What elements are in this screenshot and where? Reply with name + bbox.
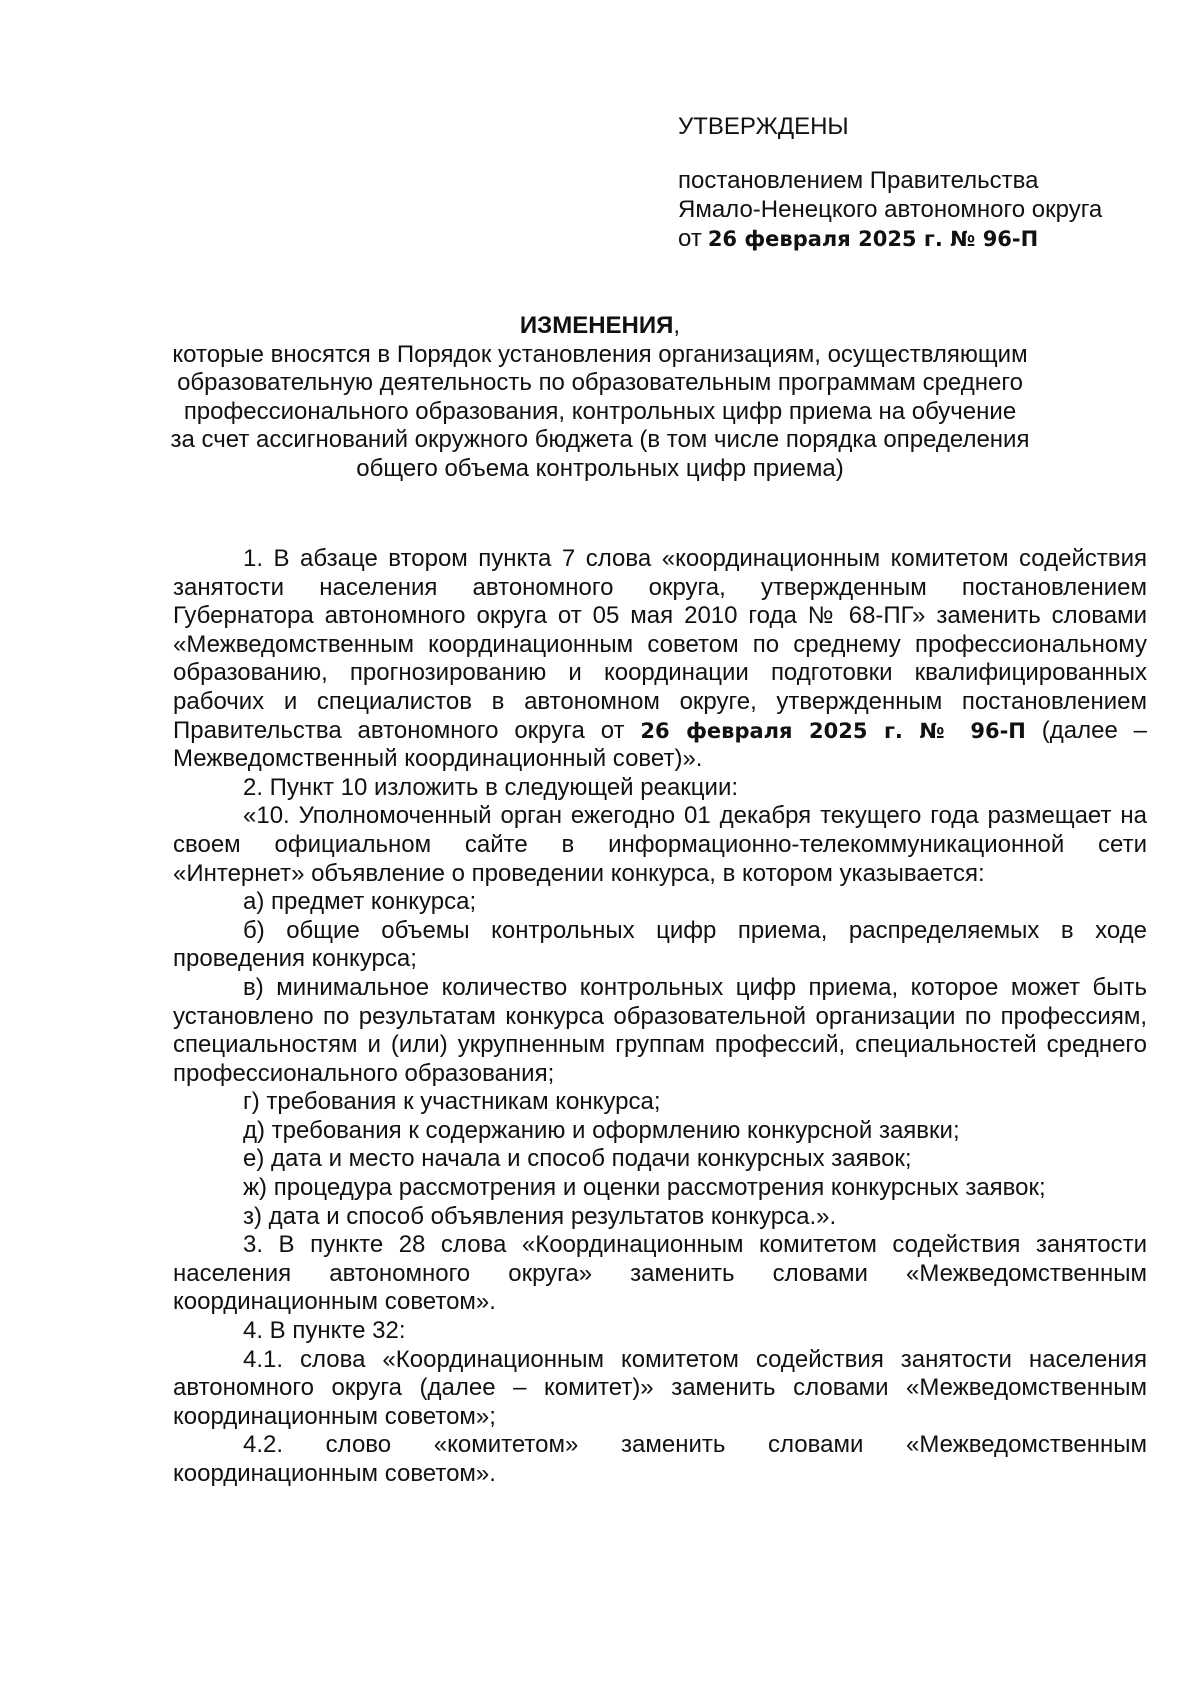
document-body xyxy=(173,545,1147,1489)
approval-date-prefix: от xyxy=(678,225,702,252)
approval-stamp xyxy=(678,112,1178,254)
paragraph: 2. Пункт 10 изложить в следующей реакции: xyxy=(243,773,739,801)
paragraph: а) предмет конкурса; xyxy=(243,888,477,916)
heading-subtitle-line: профессионального образования, контрольных цифр приема на обучение xyxy=(183,397,1017,425)
paragraph: «10. Уполномоченный орган ежегодно 01 декабря текущего года размещает на своем официальном сайте в информационно-телекоммуникационной сети «Интернет» объявление о проведении конкурса, в котором указывается: xyxy=(173,802,1147,887)
heading-subtitle-line: общего объема контрольных цифр приема) xyxy=(356,454,844,482)
approval-line-2: Ямало-Ненецкого автономного округа xyxy=(678,196,1103,223)
approval-word: УТВЕРЖДЕНЫ xyxy=(678,113,849,140)
heading-subtitle-line: за счет ассигнований окружного бюджета (в том числе порядка определения xyxy=(170,426,1030,454)
heading-title: ИЗМЕНЕНИЯ xyxy=(519,312,674,339)
paragraph-1-decree-ref: 26 февраля 2025 г. № 96-П xyxy=(640,718,1026,743)
heading-subtitle-line: образовательную деятельность по образовательным программам среднего xyxy=(177,369,1023,397)
paragraph: 4.2. слово «комитетом» заменить словами «Межведомственным координационным советом». xyxy=(173,1431,1147,1487)
paragraph-1-text-start: 1. В абзаце втором пункта 7 слова «координационным комитетом содействия занятости населения автономного округа, утвержденным постановлением Губернатора автономного округа от 05 мая 2010 года № 68-ПГ» заменить словами «Межведомственным координационным советом по среднему профессиональному образованию, прогнозированию и координации подготовки квалифицированных рабочих и специалистов в автономном округе, утвержденным постановлением Правительства автономного округа от xyxy=(173,545,1147,744)
heading-title-line xyxy=(150,312,1050,341)
paragraph: в) минимальное количество контрольных цифр приема, которое может быть установлено по результатам конкурса образовательной организации по профессиям, специальностям и (или) укрупненным группам профессий, специальностей среднего профессионального образования; xyxy=(173,973,1147,1087)
paragraph: б) общие объемы контрольных цифр приема, распределяемых в ходе проведения конкурса; xyxy=(173,916,1147,973)
paragraph-1-text-end: (далее – Межведомственный координационный совет)». xyxy=(173,716,1147,773)
paragraph: д) требования к содержанию и оформлению конкурсной заявки; xyxy=(243,1116,960,1144)
approval-decree-ref: 26 февраля 2025 г. № 96-П xyxy=(707,227,1039,251)
paragraph: г) требования к участникам конкурса; xyxy=(243,1088,661,1116)
paragraph-1 xyxy=(173,545,1147,774)
paragraph: 4. В пункте 32: xyxy=(243,1317,406,1345)
heading-title-comma: , xyxy=(673,312,681,339)
paragraph: е) дата и место начала и способ подачи конкурсных заявок; xyxy=(243,1145,912,1173)
document-heading xyxy=(150,312,1050,484)
approval-date-line xyxy=(678,224,1178,254)
paragraph: 3. В пункте 28 слова «Координационным комитетом содействия занятости населения автономного округа» заменить словами «Межведомственным координационным советом». xyxy=(173,1231,1147,1316)
heading-subtitle-line: которые вносятся в Порядок установления организациям, осуществляющим xyxy=(172,340,1028,368)
paragraph: з) дата и способ объявления результатов конкурса.». xyxy=(243,1202,837,1230)
paragraph: 4.1. слова «Координационным комитетом содействия занятости населения автономного округа (далее – комитет)» заменить словами «Межведомственным координационным советом»; xyxy=(173,1345,1147,1430)
approval-line-1: постановлением Правительства xyxy=(678,167,1039,194)
paragraph: ж) процедура рассмотрения и оценки рассмотрения конкурсных заявок; xyxy=(243,1174,1046,1202)
